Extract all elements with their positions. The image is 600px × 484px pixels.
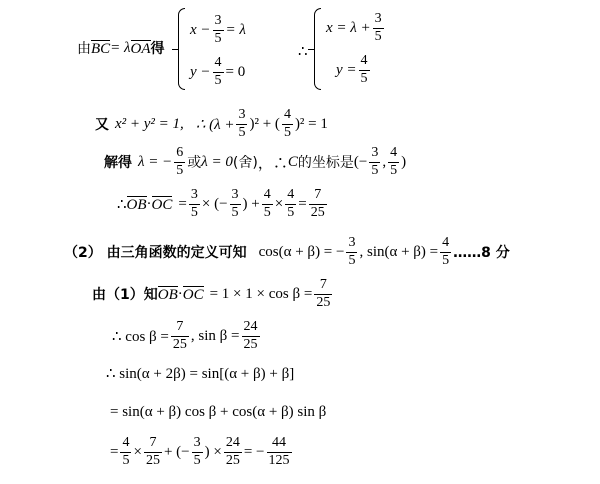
numerator: 24: [243, 319, 258, 334]
numerator: 3: [348, 235, 356, 250]
jiede-text: 解得: [104, 155, 132, 172]
circle-equation: x² + y² = 1,: [115, 115, 184, 132]
fraction: [171, 320, 189, 352]
equals: =: [178, 195, 187, 212]
equals-negative: = −: [243, 443, 265, 460]
therefore-symbol: ∴: [298, 44, 308, 60]
numerator: 4: [442, 235, 450, 250]
score-mark: ……8 分: [453, 245, 510, 262]
open-paren: (−: [353, 153, 368, 170]
denominator: 5: [193, 452, 201, 468]
numerator: 3: [371, 145, 379, 160]
line-2: [95, 108, 328, 140]
fraction: [267, 436, 292, 468]
fraction: [369, 146, 380, 178]
system2-row-b: [336, 54, 372, 86]
you-char: 由: [77, 41, 91, 57]
denominator: 5: [263, 204, 271, 220]
denominator: 5: [176, 162, 184, 178]
fraction: [262, 188, 273, 220]
plus-term: ) +: [242, 195, 260, 212]
middle-term: )² + (: [249, 115, 280, 132]
numerator: 3: [190, 187, 198, 202]
huo-char: 或: [187, 155, 202, 172]
numerator: 24: [225, 435, 240, 450]
denominator: 5: [214, 72, 222, 88]
line-9: [110, 404, 326, 421]
fraction: [236, 108, 247, 140]
fraction: [189, 188, 200, 220]
denominator: 5: [360, 70, 368, 86]
left-brace-1: [178, 8, 185, 90]
vector-oc: OC: [182, 286, 204, 303]
therefore-symbol: ，∴: [257, 155, 288, 172]
line-4: [117, 188, 329, 220]
line-5: [64, 236, 510, 268]
times-symbol: ×: [133, 443, 142, 460]
numerator: 3: [231, 187, 239, 202]
vector-oc: OC: [151, 196, 173, 213]
denominator: 25: [172, 336, 187, 352]
fraction: [388, 146, 399, 178]
part-2-label: （2） 由三角函数的定义可知: [64, 245, 247, 262]
fraction: [440, 236, 451, 268]
denominator: 5: [374, 28, 382, 44]
denominator: 5: [287, 204, 295, 220]
denominator: 5: [231, 204, 239, 220]
fraction: [346, 236, 357, 268]
numerator: 4: [283, 107, 291, 122]
system1-row-b: [190, 56, 245, 88]
coordinate-text: 的坐标是: [297, 155, 354, 172]
line-6: [92, 278, 334, 310]
therefore-symbol: ∴: [117, 196, 127, 213]
fraction: [120, 436, 131, 468]
denominator: 5: [190, 204, 198, 220]
numerator: 3: [193, 435, 201, 450]
system1-row-a: [190, 14, 246, 46]
sin-alpha-2beta: ∴ sin(α + 2β) = sin[(α + β) + β]: [106, 366, 295, 382]
denominator: 5: [390, 162, 398, 178]
you-char: 又: [95, 117, 109, 134]
lambda-zero: λ = 0: [201, 153, 233, 170]
sys2-b-lhs: y =: [336, 61, 357, 78]
lambda-value: λ = −: [138, 153, 173, 170]
fraction: [213, 14, 224, 46]
numerator: 3: [214, 13, 222, 28]
sys1-a-lhs: x −: [190, 21, 211, 38]
comma: ,: [382, 153, 387, 170]
sys1-b-lhs: y −: [190, 63, 211, 80]
fraction: [359, 54, 370, 86]
denominator: 25: [316, 294, 331, 310]
sys1-a-rhs: = λ: [225, 21, 246, 38]
denominator: 5: [214, 30, 222, 46]
denominator: 25: [145, 452, 160, 468]
numerator: 3: [374, 11, 382, 26]
fraction: [282, 108, 293, 140]
fraction: [373, 12, 384, 44]
fraction: [213, 56, 224, 88]
numerator: 44: [272, 435, 286, 450]
fraction: [230, 188, 241, 220]
cos-beta: ∴ cos β =: [112, 328, 169, 345]
plus-term: + (−: [163, 443, 190, 460]
from-part-1: 由（1）知: [92, 287, 158, 304]
line-1-lead: [77, 38, 165, 58]
dot-product-expansion: = 1 × 1 × cos β =: [209, 285, 313, 302]
denominator: 125: [268, 452, 290, 468]
denominator: 5: [442, 252, 450, 268]
sys2-a-lhs: x = λ +: [326, 19, 371, 36]
denominator: 5: [122, 452, 130, 468]
denominator: 5: [283, 124, 291, 140]
denominator: 25: [243, 336, 258, 352]
denominator: 5: [371, 162, 379, 178]
fraction: [309, 188, 327, 220]
numerator: 4: [287, 187, 295, 202]
numerator: 7: [176, 319, 184, 334]
fraction: [144, 436, 162, 468]
vector-bc: BC: [91, 40, 111, 57]
therefore-1: [298, 42, 308, 61]
numerator: 4: [360, 53, 368, 68]
times-term: × (−: [201, 195, 228, 212]
expansion: = sin(α + β) cos β + cos(α + β) sin β: [110, 404, 327, 420]
point-c: C: [287, 153, 298, 170]
denominator: 25: [310, 204, 325, 220]
line-7: [112, 320, 262, 352]
denominator: 25: [225, 452, 240, 468]
sys1-b-rhs: = 0: [225, 63, 246, 80]
dot-product: ·: [177, 285, 183, 302]
vector-oa: OA: [130, 40, 151, 57]
dot-product: ·: [146, 195, 152, 212]
numerator: 7: [319, 277, 327, 292]
vector-ob: OB: [157, 286, 178, 303]
fraction: [285, 188, 296, 220]
close-paren: ): [401, 153, 407, 170]
denominator: 5: [238, 124, 246, 140]
she-text: (舍): [232, 155, 258, 172]
end-term: )² = 1: [294, 115, 328, 132]
numerator: 7: [314, 187, 322, 202]
denominator: 5: [348, 252, 356, 268]
cos-sum: cos(α + β) = −: [258, 243, 345, 260]
sin-beta: , sin β =: [190, 327, 240, 344]
equals: =: [298, 195, 307, 212]
sin-sum: , sin(α + β) =: [359, 243, 439, 260]
numerator: 7: [149, 435, 157, 450]
numerator: 4: [390, 145, 398, 160]
equals: =: [110, 443, 119, 460]
system2-row-a: [326, 12, 386, 44]
left-brace-2: [314, 8, 321, 90]
de-char: 得: [150, 41, 165, 57]
vector-ob: OB: [126, 196, 147, 213]
fraction: [192, 436, 203, 468]
line-8: [106, 364, 294, 383]
line-10: [110, 436, 294, 468]
fraction: [224, 436, 242, 468]
therefore-expression: ∴ (λ +: [195, 116, 235, 133]
line-3: [104, 146, 406, 178]
numerator: 4: [122, 435, 130, 450]
fraction: [314, 278, 332, 310]
numerator: 4: [214, 55, 222, 70]
numerator: 4: [263, 187, 271, 202]
times-term: ) ×: [204, 443, 222, 460]
fraction: [242, 320, 260, 352]
equals-lambda: = λ: [110, 39, 131, 56]
fraction: [174, 146, 185, 178]
numerator: 3: [238, 107, 246, 122]
numerator: 6: [176, 145, 184, 160]
times-symbol: ×: [274, 195, 284, 212]
